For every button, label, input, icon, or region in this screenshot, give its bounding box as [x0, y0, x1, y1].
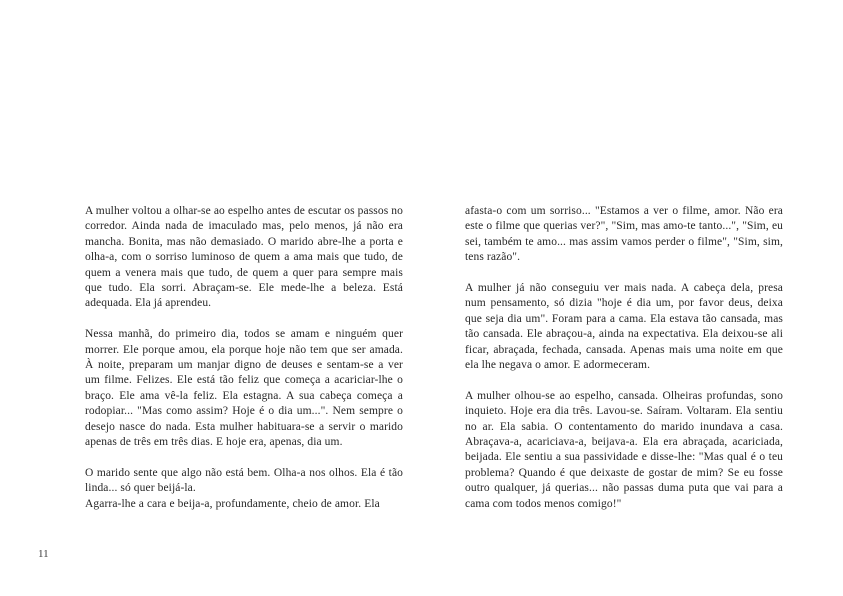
page-number: 11 — [38, 548, 49, 560]
paragraph-first-day: Nessa manhã, do primeiro dia, todos se amam e ninguém quer morrer. Ele porque amou, ela porque hoje não tem que ser amada. À noite, preparam um manjar digno de deuses e sentam-se a ver um filme. Felizes. Ele está tão feliz que começa a acariciar-lhe o braço. Ele ama vê-la feliz. Ela estagna. A sua cabeça começa a rodopiar... "Mas como assim? Hoje é o dia um...". Nem sempre o desejo nasce do nada. Esta mulher habituara-se a servir o marido apenas de três em três dias. E hoje era, apenas, dia um. — [85, 328, 403, 449]
paragraph-movie-dialogue: afasta-o com um sorriso... "Estamos a ver o filme, amor. Não era este o filme que querias ver?", "Sim, mas amo-te tanto...", "Sim, eu sei, também te amo... mas assim vamos perder o filme", "Sim, sim, tens razão". — [465, 205, 783, 264]
text-column-right — [465, 204, 783, 527]
text-column-left — [85, 204, 403, 527]
paragraph-bedtime: A mulher já não conseguiu ver mais nada. A cabeça dela, presa num pensamento, só dizia "hoje é dia um, por favor deus, deixa que seja dia um". Foram para a cama. Ela estava tão cansada, mas tão cansada. Ele abraçou-a, ainda na expectativa. Ela deixou-se ali ficar, abraçada, fechada, cansada. Apenas mais uma noite em que ela lhe negava o amor. E adormeceram. — [465, 282, 783, 372]
paragraph-husband-senses: O marido sente que algo não está bem. Olha-a nos olhos. Ela é tão linda... só quer beijá-la. — [85, 466, 403, 495]
paragraph-day-three: A mulher olhou-se ao espelho, cansada. Olheiras profundas, sono inquieto. Hoje era dia três. Lavou-se. Saíram. Voltaram. Ela sentiu no ar. Ela sabia. O contentamento do marido inundava a casa. Abraçava-a, acariciava-a, beijava-a. Ela era abraçada, acariciada, beijada. Ele sentiu a sua passividade e disse-lhe: "Mas qual é o teu problema? Quando é que deixaste de gostar de mim? Se eu fosse outro qualquer, já querias... não passas duma puta que vai para a cama com todos menos comigo!" — [465, 389, 783, 510]
paragraph-mirror-morning: A mulher voltou a olhar-se ao espelho antes de escutar os passos no corredor. Ainda nada de imaculado mas, pelo menos, já não era mancha. Bonita, mas não demasiado. O marido abre-lhe a porta e olha-a, com o sorriso luminoso de quem a ama mais que tudo, de quem a venera mais que tudo, de quem a quer para sempre mais que tudo. Ela sorri. Abraçam-se. Ele mede-lhe a beleza. Está adequada. Ela já aprendeu. — [85, 205, 403, 310]
paragraph-kiss-runover: Agarra-lhe a cara e beija-a, profundamente, cheio de amor. Ela — [85, 497, 380, 510]
